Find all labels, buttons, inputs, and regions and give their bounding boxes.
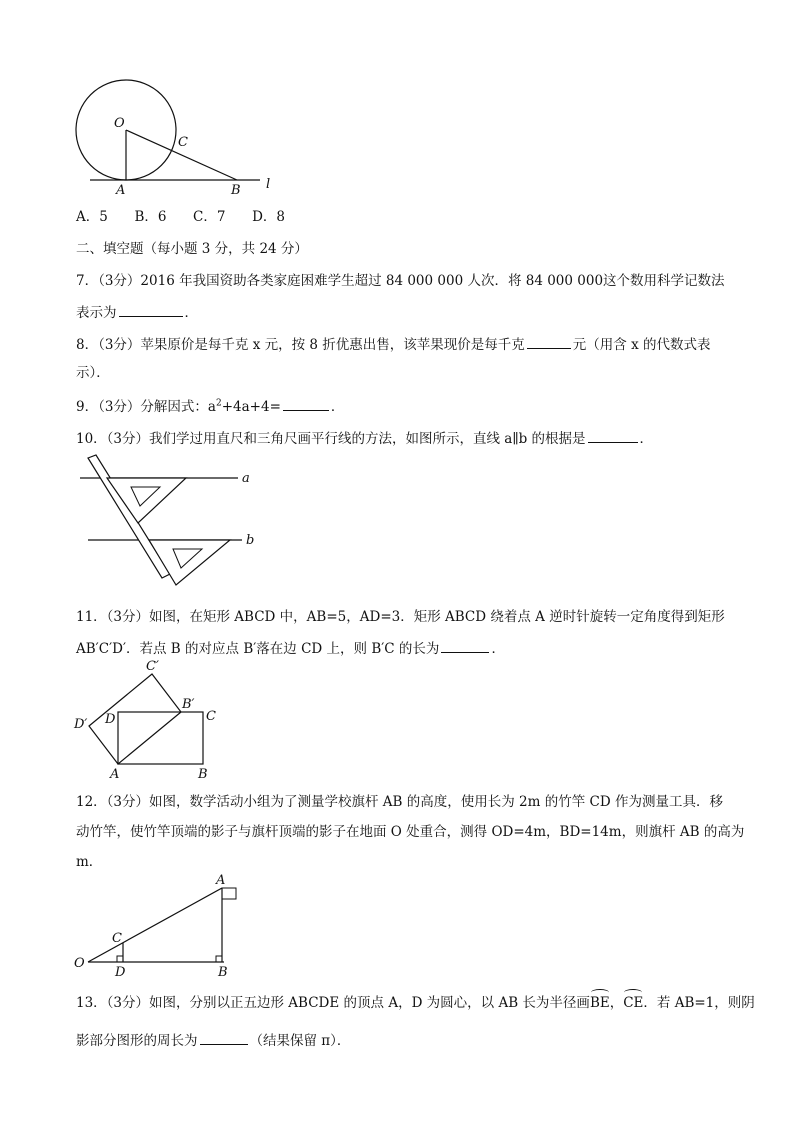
q12-label-D: D [115, 965, 126, 980]
q11-label-C: C [206, 709, 216, 724]
q11-label-B1: B′ [182, 697, 195, 712]
q13-line2: 影部分图形的周长为 （结果保留 π）． [76, 1030, 350, 1050]
q6-label-l: l [266, 177, 271, 192]
q12-label-A: A [216, 873, 226, 888]
q6-option-a: A．5 [76, 209, 108, 225]
section2-heading: 二、填空题（每小题 3 分，共 24 分） [76, 241, 308, 257]
q7-line1: 7．（3分）2016 年我国资助各类家庭困难学生超过 84 000 000 人次．将 84 000 000这个数用科学记数法 [76, 273, 725, 289]
q10-answer-blank[interactable] [588, 428, 638, 443]
q8-line2: 示）． [76, 365, 110, 381]
q9-answer-blank[interactable] [283, 396, 329, 411]
q6-label-C: C [178, 135, 188, 150]
q12-sun-ray [88, 888, 222, 962]
q11-rect-AB1C1D1 [89, 674, 181, 764]
q6-option-c: C．7 [193, 209, 226, 225]
q12-right-angle-B [216, 956, 222, 962]
q12-label-B: B [218, 965, 228, 980]
q8-answer-blank[interactable] [527, 334, 571, 349]
q12-label-O: O [74, 956, 85, 971]
q10-figure [74, 452, 274, 592]
q6-options [76, 208, 285, 226]
q12-line3: m． [76, 854, 103, 870]
q12-figure [70, 872, 260, 982]
q6-label-O: O [114, 116, 125, 131]
q6-option-d: D．8 [252, 209, 285, 225]
q10-ruler [88, 455, 170, 578]
q13-line1: 13．（3分）如图，分别以正五边形 ABCDE 的顶点 A，D 为圆心，以 AB 长为半径画BE，CE．若 AB=1，则阴 [76, 995, 755, 1011]
q7-line2: 表示为 ． [76, 302, 198, 322]
q12-flag [222, 888, 236, 899]
q11-line2: AB′C′D′．若点 B 的对应点 B′落在边 CD 上，则 B′C 的长为 ． [76, 638, 505, 658]
q11-label-D1: D′ [74, 717, 88, 732]
q11-label-D: D [105, 712, 116, 727]
q10-line: 10．（3分）我们学过用直尺和三角尺画平行线的方法，如图所示，直线 a∥b 的根据是 ． [76, 428, 653, 448]
q11-label-A: A [110, 767, 120, 782]
q11-rect-ABCD [118, 712, 203, 764]
q11-label-C1: C′ [146, 659, 159, 674]
q11-figure [72, 656, 232, 782]
q6-label-B: B [231, 183, 241, 198]
q9-line: 9．（3分）分解因式：$a^2+4a+4=$ ． [76, 396, 344, 416]
q6-label-A: A [116, 183, 126, 198]
q8-line1: 8．（3分）苹果原价是每千克 x 元，按 8 折优惠出售，该苹果现价是每千克 元（用含 x 的代数式表 [76, 334, 711, 354]
q12-label-C: C [112, 931, 122, 946]
q6-figure [70, 50, 290, 200]
q12-line1: 12．（3分）如图，数学活动小组为了测量学校旗杆 AB 的高度，使用长为 2m 的竹竿 CD 作为测量工具．移 [76, 794, 723, 810]
q11-answer-blank[interactable] [441, 638, 489, 653]
q12-right-angle-D [117, 956, 123, 962]
q11-line1: 11．（3分）如图，在矩形 ABCD 中，AB=5，AD=3．矩形 ABCD 绕着点 A 逆时针旋转一定角度得到矩形 [76, 609, 725, 625]
q12-line2: 动竹竿，使竹竿顶端的影子与旗杆顶端的影子在地面 O 处重合，测得 OD=4m，BD=14m，则旗杆 AB 的高为 [76, 824, 745, 840]
q6-option-b: B．6 [134, 209, 167, 225]
q10-label-a: a [242, 471, 250, 486]
q13-arc-CE: CE [623, 995, 644, 1011]
q10-label-b: b [246, 533, 255, 548]
q13-answer-blank[interactable] [200, 1030, 248, 1045]
q11-label-B: B [198, 767, 208, 782]
q13-arc-BE: BE [589, 995, 610, 1011]
q7-answer-blank[interactable] [119, 302, 183, 317]
